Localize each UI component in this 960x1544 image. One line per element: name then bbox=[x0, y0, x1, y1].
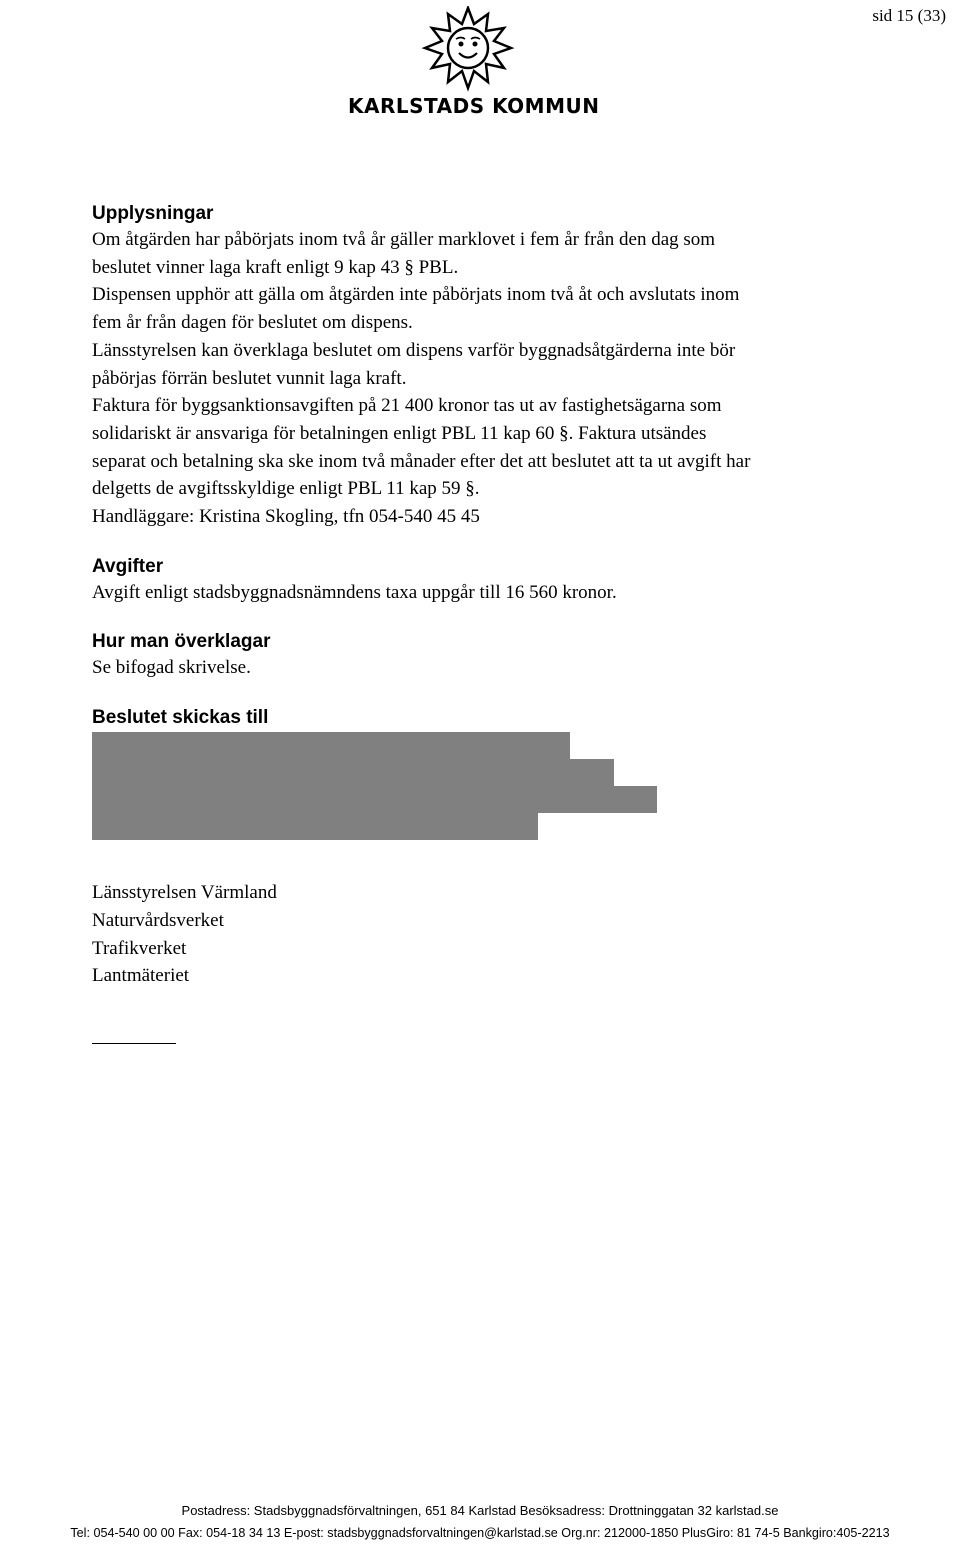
redaction-bar bbox=[92, 759, 614, 786]
paragraph-line: separat och betalning ska ske inom två månader efter det att beslutet att ta ut avgift har bbox=[92, 450, 751, 472]
karlstads-kommun-logo bbox=[348, 6, 600, 120]
redacted-block bbox=[92, 732, 862, 840]
logo-text: KARLSTADS KOMMUN bbox=[348, 94, 600, 118]
paragraph-line: Dispensen upphör att gälla om åtgärden inte påbörjats inom två åt och avslutats inom bbox=[92, 284, 740, 306]
section-upplysningar bbox=[92, 202, 862, 531]
recipient-item: Naturvårdsverket bbox=[92, 909, 224, 931]
paragraph-line: Se bifogad skrivelse. bbox=[92, 657, 251, 679]
redaction-bar bbox=[92, 786, 657, 813]
redaction-bar bbox=[92, 732, 570, 759]
paragraph-line: Avgift enligt stadsbyggnadsnämndens taxa uppgår till 16 560 kronor. bbox=[92, 581, 617, 603]
page-number: sid 15 (33) bbox=[872, 6, 946, 25]
section-avgifter bbox=[92, 555, 862, 607]
recipient-item: Länsstyrelsen Värmland bbox=[92, 882, 277, 904]
redaction-bar bbox=[92, 813, 538, 840]
footer-contact: Tel: 054-540 00 00 Fax: 054-18 34 13 E-post: stadsbyggnadsforvaltningen@karlstad.se Org.nr: 212000-1850 PlusGiro: 81 74-5 Bankgiro:405-2213 bbox=[70, 1526, 890, 1540]
paragraph-line: Faktura för byggsanktionsavgiften på 21 400 kronor tas ut av fastighetsägarna som bbox=[92, 395, 722, 417]
section-overklagar bbox=[92, 630, 862, 682]
footer-address: Postadress: Stadsbyggnadsförvaltningen, 651 84 Karlstad Besöksadress: Drottninggatan 32 karlstad.se bbox=[181, 1503, 779, 1518]
paragraph-line: Om åtgärden har påbörjats inom två år gäller marklovet i fem år från den dag som bbox=[92, 229, 716, 250]
paragraph-line: delgetts de avgiftsskyldige enligt PBL 11 kap 59 §. bbox=[92, 478, 480, 500]
handlaggare-line: Handläggare: Kristina Skogling, tfn 054-540 45 45 bbox=[92, 506, 480, 528]
section-beslutet-skickas-till bbox=[92, 706, 862, 1044]
heading-overklagar: Hur man överklagar bbox=[92, 631, 271, 653]
recipient-item: Lantmäteriet bbox=[92, 965, 190, 987]
heading-avgifter: Avgifter bbox=[92, 555, 164, 577]
document-body bbox=[92, 202, 862, 1044]
paragraph-line: solidariskt är ansvariga för betalningen enligt PBL 11 kap 60 §. Faktura utsändes bbox=[92, 422, 707, 444]
paragraph-line: beslutet vinner laga kraft enligt 9 kap 43 § PBL. bbox=[92, 256, 459, 278]
divider-rule bbox=[92, 1043, 176, 1044]
paragraph-line: fem år från dagen för beslutet om dispens. bbox=[92, 312, 413, 334]
recipient-item: Trafikverket bbox=[92, 937, 187, 959]
smiling-sun-icon bbox=[418, 6, 518, 92]
heading-beslutet-skickas-till: Beslutet skickas till bbox=[92, 707, 269, 729]
paragraph-line: påbörjas förrän beslutet vunnit laga kraft. bbox=[92, 367, 407, 389]
heading-upplysningar: Upplysningar bbox=[92, 203, 214, 224]
paragraph-line: Länsstyrelsen kan överklaga beslutet om dispens varför byggnadsåtgärderna inte bör bbox=[92, 339, 736, 361]
recipient-list bbox=[92, 879, 862, 990]
